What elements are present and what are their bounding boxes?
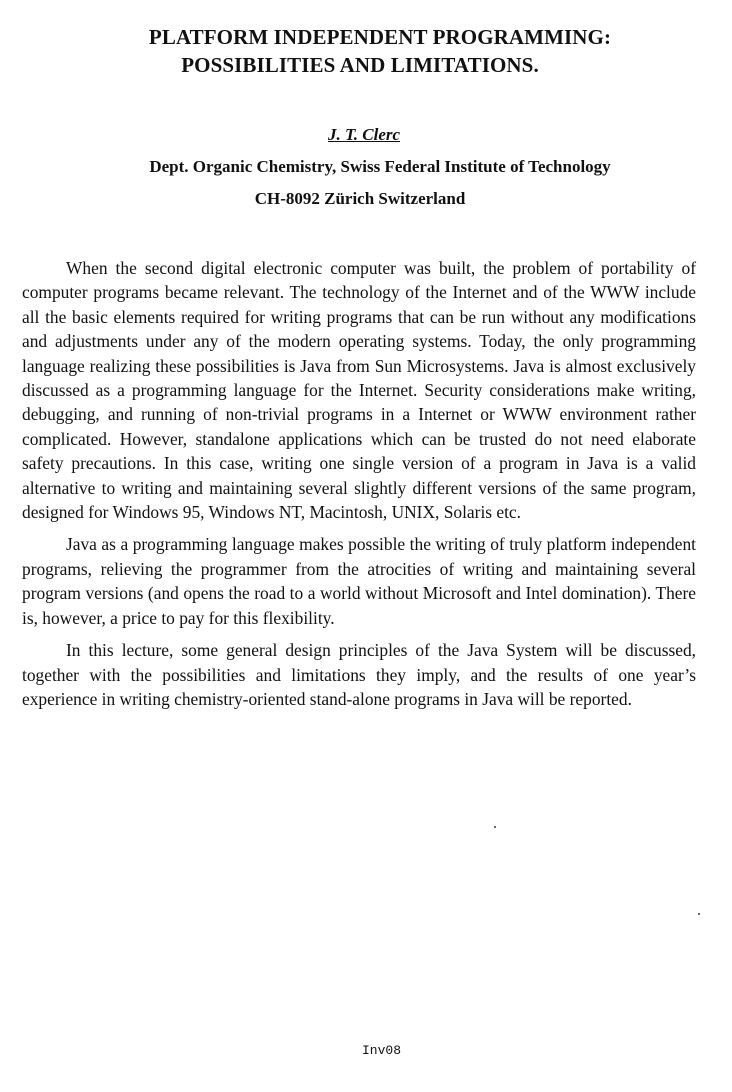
title-line-2: POSSIBILITIES AND LIMITATIONS. [181, 53, 539, 77]
paragraph-3: In this lecture, some general design principles of the Java System will be discussed, together with the possibilities and limitations they imply, and the results of one year’s experience in writing chemistry-oriented stand-alone programs in Java will be reported. [22, 640, 696, 709]
title-line-1: PLATFORM INDEPENDENT PROGRAMMING: [148, 25, 612, 49]
paragraph-2: Java as a programming language makes possible the writing of truly platform independent programs, relieving the programmer from the atrocities of writing and maintaining several program versions (and opens the road to a world without Microsoft and Intel domination). There is, however, a price to pay for this flexibility. [22, 534, 696, 628]
affiliation-line-2: CH-8092 Zürich Switzerland [254, 189, 466, 208]
scan-speck [494, 826, 496, 828]
paragraph-1: When the second digital electronic computer was built, the problem of portability of computer programs became relevant. The technology of the Internet and of the WWW include all the basic elements required for writing programs that can be run without any modifications and adjustments under any of the modern operating systems. Today, the only programming language realizing these possibilities is Java from Sun Microsystems. Java is almost exclusively discussed as a programming language for the Internet. Security considerations make writing, debugging, and running of non-trivial programs in a Internet or WWW environment rather complicated. However, standalone applications which can be trusted do not need elaborate safety precautions. In this case, writing one single version of a program in Java is a valid alternative to writing and maintaining several slightly different versions of the same program, designed for Windows 95, Windows NT, Macintosh, UNIX, Solaris etc. [22, 258, 696, 523]
scan-speck [698, 913, 700, 915]
author-name: J. T. Clerc [327, 125, 401, 144]
affiliation-line-1: Dept. Organic Chemistry, Swiss Federal Institute of Technology [149, 157, 611, 176]
abstract-body [22, 256, 696, 719]
page-code: Inv08 [362, 1043, 402, 1058]
